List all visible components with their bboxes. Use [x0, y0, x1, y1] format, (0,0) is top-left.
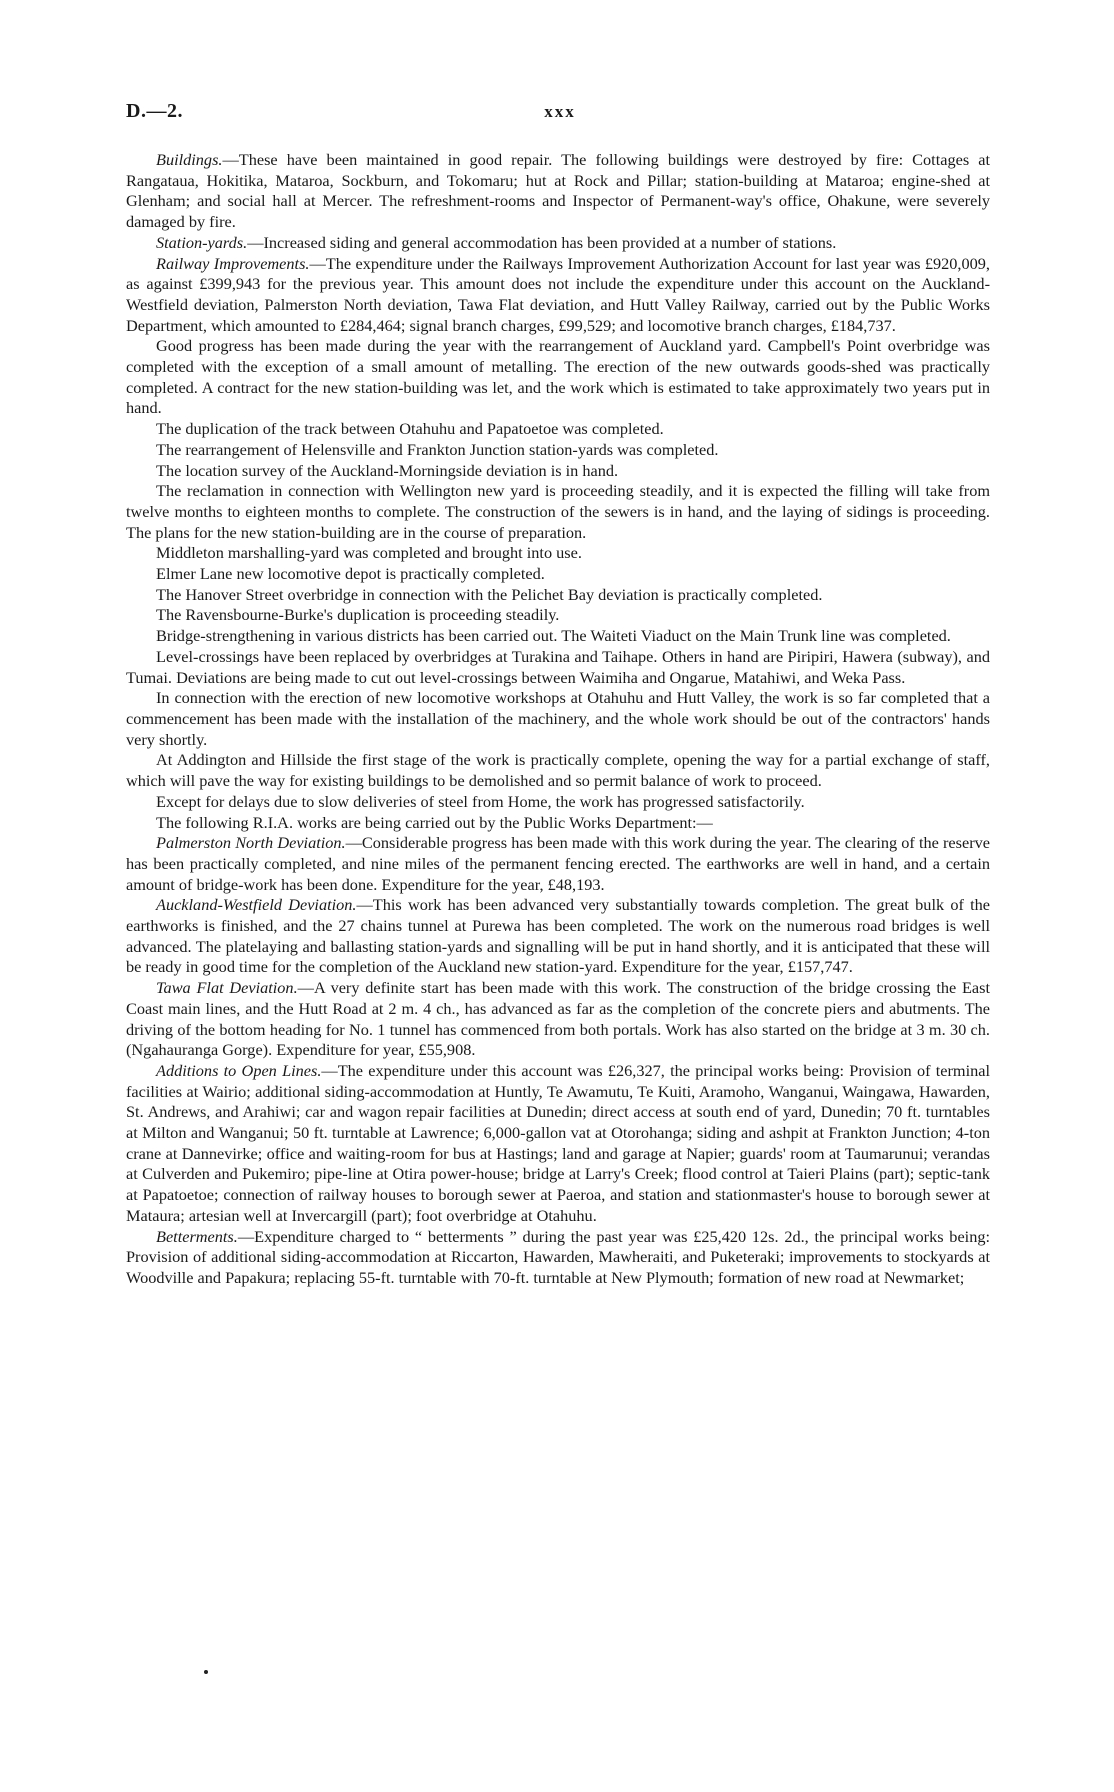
paragraph-additions-open-lines: [126, 1061, 990, 1227]
body-text: [126, 150, 990, 1289]
paragraph: [126, 585, 990, 606]
paragraph: [126, 543, 990, 564]
paragraph-text: Bridge-strengthening in various districts has been carried out. The Waiteti Viaduct on the Main Trunk line was completed.: [156, 626, 951, 646]
paragraph-text: —Considerable progress has been made with this work during the year. The clearing of the reserve has been practically completed, and nine miles of the permanent fencing erected. The earthworks are well in hand, and a certain amount of bridge-work has been done. Expenditure for the year, £48,193.: [126, 833, 991, 894]
paragraph-text: In connection with the erection of new locomotive workshops at Otahuhu and Hutt Valley, the work is so far completed that a commencement has been made with the installation of the machinery, and the whole work should be out of the contractors' hands very shortly.: [126, 688, 990, 749]
paragraph: [126, 481, 990, 543]
paragraph: [126, 336, 990, 419]
paragraph-text: —The expenditure under this account was £26,327, the principal works being: Provision of terminal facilities at Wairio; additional siding-accommodation at Huntly, Te Awamutu, Te Kuiti, Aramoho, Wanganui, Waingawa, Hawarden, St. Andrews, and Arahiwi; car and wagon repair facilities at Dunedin; direct access at south end of yard, Dunedin; 70 ft. turntables at Milton and Wanganui; 50 ft. turntable at Lawrence; 6,000-gallon vat at Otorohanga; siding and ashpit at Frankton Junction; 4-ton crane at Dannevirke; office and waiting-room for bus at Hastings; land and garage at Napier; guards' room at Taumarunui; verandas at Culverden and Pukemiro; pipe-line at Otira power-house; bridge at Larry's Creek; flood control at Taieri Plains (part); septic-tank at Papatoetoe; connection of railway houses to borough sewer at Paeroa, and station and stationmaster's house to borough sewer at Mataura; artesian well at Invercargill (part); foot overbridge at Otahuhu.: [126, 1060, 990, 1225]
paragraph-text: Except for delays due to slow deliveries of steel from Home, the work has progressed satisfactorily.: [156, 791, 805, 811]
paragraph: [126, 419, 990, 440]
paragraph-station-yards: [126, 233, 990, 254]
paragraph-text: The rearrangement of Helensville and Frankton Junction station-yards was completed.: [156, 439, 719, 459]
paragraph-tawa-flat: [126, 978, 990, 1061]
paragraph: [126, 792, 990, 813]
paragraph-text: Middleton marshalling-yard was completed and brought into use.: [156, 543, 582, 563]
paragraph-heading: Betterments.: [156, 1226, 238, 1246]
paragraph-text: The reclamation in connection with Wellington new yard is proceeding steadily, and it is expected the filling will take from twelve months to eighteen months to complete. The construction of the sewers is in hand, and the laying of sidings is proceeding. The plans for the new station-building are in the course of preparation.: [126, 481, 990, 542]
paragraph-text: —This work has been advanced very substantially towards completion. The great bulk of the earthworks is finished, and the 27 chains tunnel at Purewa has been completed. The work on the numerous road bridges is well advanced. The platelaying and ballasting station-yards and signalling will be put in hand shortly, and it is anticipated that these will be ready in good time for the completion of the Auckland new station-yard. Expenditure for the year, £157,747.: [126, 895, 991, 977]
paragraph: [126, 647, 990, 688]
paragraph-text: The Hanover Street overbridge in connection with the Pelichet Bay deviation is practically completed.: [156, 584, 823, 604]
paragraph: [126, 626, 990, 647]
paragraph: [126, 750, 990, 791]
page-number: xxx: [544, 102, 576, 121]
paragraph: [126, 564, 990, 585]
paragraph-text: Good progress has been made during the year with the rearrangement of Auckland yard. Campbell's Point overbridge was completed with the exception of a small amount of metalling. The erection of the new outwards goods-shed was practically completed. A contract for the new station-building was let, and the work which is estimated to take approximately two years put in hand.: [126, 336, 990, 418]
paragraph-text: The duplication of the track between Otahuhu and Papatoetoe was completed.: [156, 419, 664, 439]
page-header: [126, 100, 994, 128]
paragraph: [126, 461, 990, 482]
paragraph-heading: Tawa Flat Deviation.: [156, 978, 298, 998]
paragraph-heading: Station-yards.: [156, 232, 248, 252]
paragraph-buildings: [126, 150, 990, 233]
paragraph: [126, 605, 990, 626]
paragraph-text: —The expenditure under the Railways Improvement Authorization Account for last year was £920,009, as against £399,943 for the previous year. This amount does not include the expenditure under this account on the Auckland-Westfield deviation, Palmerston North deviation, Tawa Flat deviation, and Hutt Valley Railway, carried out by the Public Works Department, which amounted to £284,464; signal branch charges, £99,529; and locomotive branch charges, £184,737.: [126, 253, 990, 335]
paragraph-auckland-westfield: [126, 895, 990, 978]
document-reference: D.—2.: [126, 100, 183, 122]
paragraph-betterments: [126, 1227, 990, 1289]
paragraph-heading: Buildings.: [156, 150, 223, 169]
paragraph-text: At Addington and Hillside the first stage of the work is practically complete, opening the way for a partial exchange of staff, which will pave the way for existing buildings to be demolished and so permit balance of work to proceed.: [126, 750, 990, 791]
paragraph-heading: Auckland-Westfield Deviation.: [156, 895, 357, 915]
paragraph-text: The location survey of the Auckland-Morningside deviation is in hand.: [156, 460, 619, 480]
paragraph-railway-improvements: [126, 254, 990, 337]
paragraph-text: Elmer Lane new locomotive depot is practically completed.: [156, 564, 545, 584]
paragraph-palmerston-north: [126, 833, 990, 895]
paragraph-heading: Railway Improvements.: [156, 253, 310, 273]
paragraph: [126, 440, 990, 461]
paragraph-text: —Increased siding and general accommodation has been provided at a number of stations.: [247, 232, 837, 252]
paragraph-text: The Ravensbourne-Burke's duplication is proceeding steadily.: [156, 605, 560, 625]
paragraph-heading: Palmerston North Deviation.: [156, 833, 346, 853]
paragraph-text: —Expenditure charged to “ betterments ” during the past year was £25,420 12s. 2d., the principal works being: Provision of additional siding-accommodation at Riccarton, Hawarden, Mawheraiti, and Puketeraki; improvements to stockyards at Woodville and Papakura; replacing 55-ft. turntable with 70-ft. turntable at New Plymouth; formation of new road at Newmarket;: [126, 1226, 990, 1287]
paragraph-text: —These have been maintained in good repair. The following buildings were destroyed by fire: Cottages at Rangataua, Hokitika, Mataroa, Sockburn, and Tokomaru; hut at Rock and Pillar; station-building at Mataroa; engine-shed at Glenham; and social hall at Mercer. The refreshment-rooms and Inspector of Permanent-way's office, Ohakune, were severely damaged by fire.: [126, 150, 990, 232]
stray-ink-dot: [204, 1670, 208, 1674]
paragraph-text: The following R.I.A. works are being carried out by the Public Works Department:—: [156, 812, 713, 832]
paragraph: [126, 813, 990, 834]
paragraph-text: Level-crossings have been replaced by overbridges at Turakina and Taihape. Others in hand are Piripiri, Hawera (subway), and Tumai. Deviations are being made to cut out level-crossings between Waimiha and Ongarue, Matahiwi, and Weka Pass.: [126, 646, 990, 687]
paragraph: [126, 688, 990, 750]
paragraph-text: —A very definite start has been made with this work. The construction of the bridge crossing the East Coast main lines, and the Hutt Road at 2 m. 4 ch., has advanced as far as the completion of the concrete piers and abutments. The driving of the bottom heading for No. 1 tunnel has commenced from both portals. Work has also started on the bridge at 3 m. 30 ch. (Ngahauranga Gorge). Expenditure for year, £55,908.: [126, 978, 991, 1060]
paragraph-heading: Additions to Open Lines.: [156, 1060, 322, 1080]
